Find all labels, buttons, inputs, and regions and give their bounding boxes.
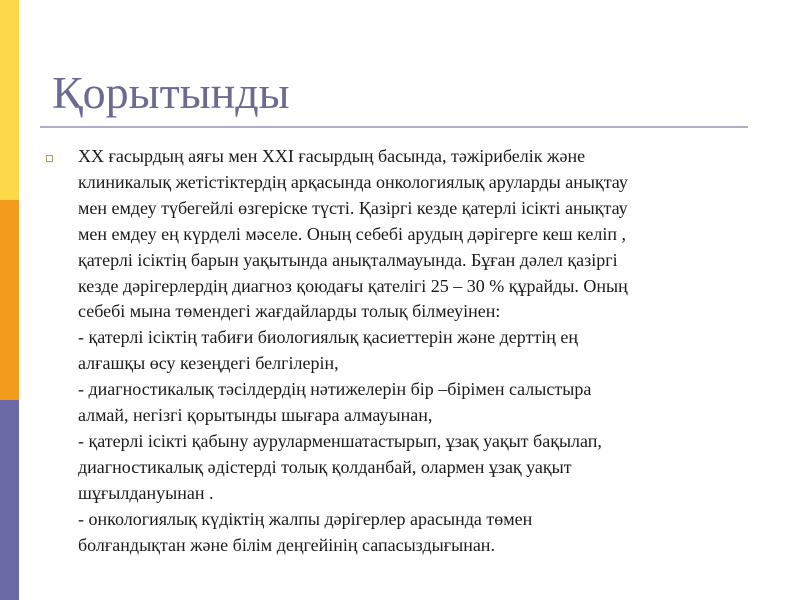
body-line: алғашқы өсу кезеңдегі белгілерін, — [78, 353, 339, 374]
body-paragraph — [78, 144, 778, 559]
body-line: - онкологиялық күдіктің жалпы дәрігерлер арасында төмен — [78, 508, 533, 529]
body-line: себебі мына төмендегі жағдайларды толық білмеуінен: — [78, 301, 501, 322]
side-accent-bar — [0, 0, 19, 600]
side-bar-orange-segment — [0, 200, 19, 400]
title-underline — [40, 126, 748, 128]
body-line: шұғылдануынан . — [78, 482, 214, 503]
body-line: - диагностикалық тәсілдердің нәтижелерін бір –бірімен салыстыра — [78, 379, 592, 400]
body-line: алмай, негізгі қорытынды шығара алмауынан, — [78, 405, 433, 426]
side-bar-yellow-segment — [0, 0, 19, 200]
body-line: мен емдеу ең күрделі мәселе. Оның себебі арудың дәрігерге кеш келіп , — [78, 223, 626, 244]
body-line: XX ғасырдың аяғы мен XXI ғасырдың басында, тәжірибелік және — [78, 146, 586, 166]
body-line: - қатерлі ісіктің табиғи биологиялық қасиеттерін және дерттің ең — [78, 327, 579, 348]
body-line: кезде дәрігерлердің диагноз қоюдағы қателігі 25 – 30 % құрайды. Оның — [78, 275, 628, 296]
body-line: болғандықтан және білім деңгейінің сапасыздығынан. — [78, 534, 495, 555]
square-bullet-icon — [46, 155, 53, 162]
side-bar-purple-segment — [0, 400, 19, 600]
body-line: - қатерлі ісікті қабыну ауруларменшатастырып, ұзақ уақыт бақылап, — [78, 430, 602, 451]
slide-title: Қорытынды — [52, 67, 290, 118]
body-line: мен емдеу түбегейлі өзгеріске түсті. Қазіргі кезде қатерлі ісікті анықтау — [78, 197, 628, 218]
body-line: қатерлі ісіктің барын уақытында анықталмауында. Бұған дәлел қазіргі — [78, 249, 618, 270]
body-line: диагностикалық әдістерді толық қолданбай, олармен ұзақ уақыт — [78, 456, 572, 477]
body-line: клиникалық жетістіктердің арқасында онкологиялық аруларды анықтау — [78, 171, 628, 192]
